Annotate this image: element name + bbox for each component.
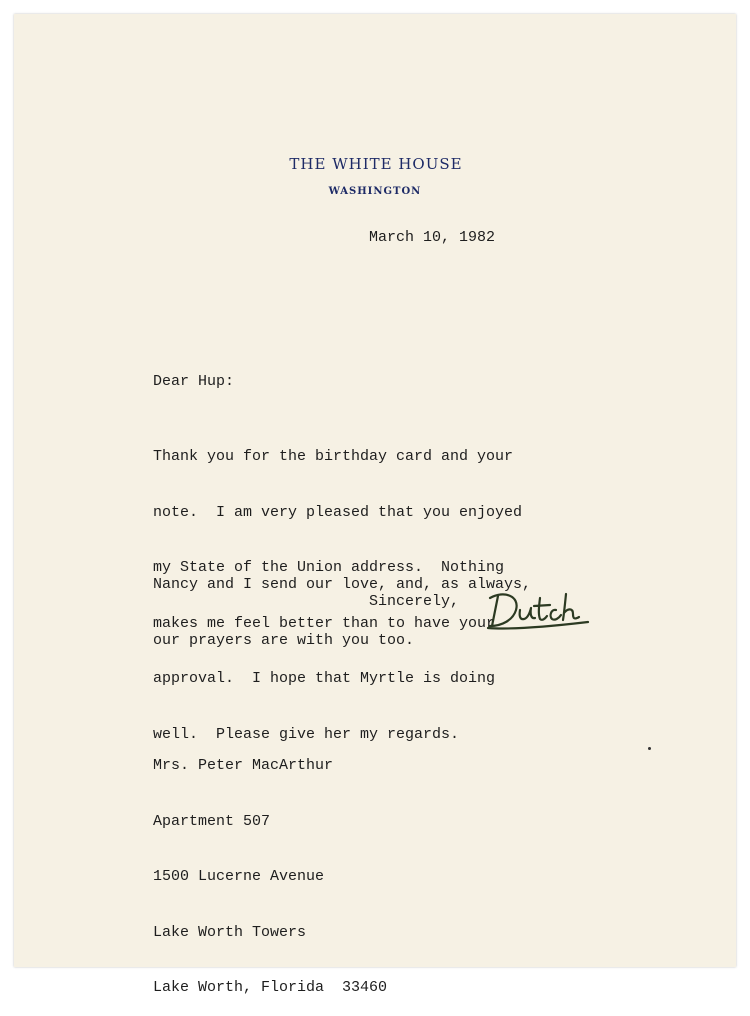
body-line: makes me feel better than to have your	[153, 614, 496, 632]
address-line: Lake Worth, Florida 33460	[153, 979, 388, 996]
body-line: well. Please give her my regards.	[153, 725, 460, 743]
closing: Sincerely,	[369, 593, 460, 610]
address-line: Apartment 507	[153, 812, 271, 830]
handwritten-signature	[484, 586, 594, 634]
body-line: our prayers are with you too.	[153, 631, 415, 649]
letter-date: March 10, 1982	[369, 229, 496, 246]
body-line: Nancy and I send our love, and, as always,	[153, 576, 532, 593]
body-line: note. I am very pleased that you enjoyed	[153, 503, 523, 521]
paper-speck	[648, 747, 651, 750]
address-line: Lake Worth Towers	[153, 923, 307, 941]
address-line: Mrs. Peter MacArthur	[153, 757, 334, 774]
body-paragraph-2	[153, 539, 531, 669]
recipient-address	[153, 720, 387, 1016]
body-line: approval. I hope that Myrtle is doing	[153, 670, 496, 687]
salutation: Dear Hup:	[153, 373, 235, 390]
address-line: 1500 Lucerne Avenue	[153, 868, 325, 885]
letterhead-subtitle: WASHINGTON	[328, 186, 422, 197]
body-line: Thank you for the birthday card and your	[153, 448, 514, 465]
letterhead-title: THE WHITE HOUSE	[289, 155, 463, 173]
body-line: my State of the Union address. Nothing	[153, 559, 505, 576]
